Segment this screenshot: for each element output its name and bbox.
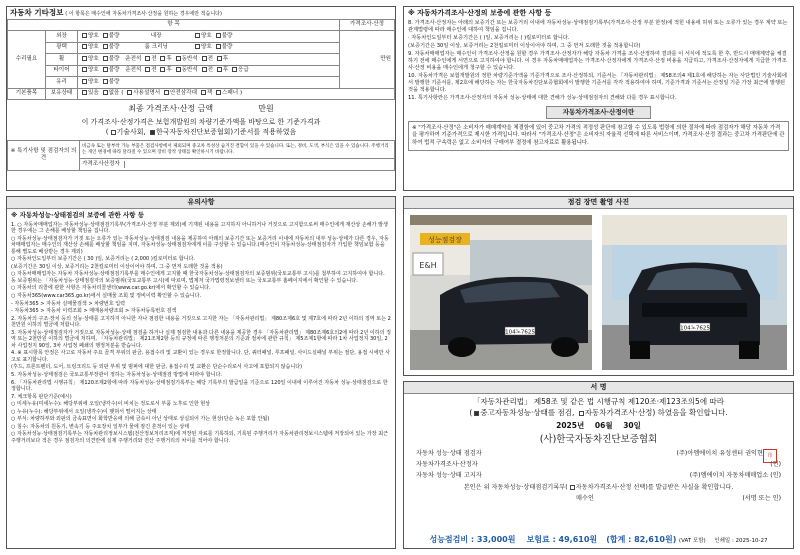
section-title: 자동차 기타정보 — [10, 8, 64, 17]
photo-sign-eh: E&H — [419, 261, 437, 271]
photo-panel — [403, 196, 794, 376]
notice-item: 6. 「자동차관리법 시행규칙」 제120조제2항에 따라 자동차성능·상태점검기록부는 해당 기록부의 발급일을 기준으로 120일 이내에 이루어진 자동차 성능·상태점검으로 한정합니다. — [11, 379, 388, 393]
notice-item: 3. 자동차성능·상태점검자가 거짓으로 자동차성능·상태 점검을 하거나 실제 점검한 내용과 다른 내용을 제공한 경우 「자동차관리법」 제80조제6호의2에 따라 2년 이하의 징역 또는 2천만원 이하의 벌금에 처하며, 「자동차관리법」 제21조제2항 등의 규정에 따른 행정처분의 기준과 절차에 관한 규칙」 제5조제1항에 따라 1차 사업정지 30일, 2차 사업정지 90일, 3차 사업정 폐쇄의 행정처분을 받습니다. — [11, 329, 391, 349]
photo-plate-text: 104노7625 — [505, 329, 535, 336]
price-guarantee-panel — [403, 6, 794, 191]
col-price: 가격조사·산정 — [340, 19, 395, 31]
notice-items — [11, 222, 391, 445]
notice-item: ○ 자동차의 리콜에 관한 사항은 자동차리콜센터(www.car.go.kr)에서 확인할 수 있습니다. — [11, 285, 211, 292]
signature-panel: 서 명 「자동차관리법」 제58조 및 같은 법 시행규칙 제120조·제123조의5에 따라 ( 중고자동차성능·상태를 점검, 자동차가격조사·산정) 하였음을 확인합니다. 2025년 06월 30일 (사)한국자동차진단보증협회 자동차 성능·상태 점검자 (주)아엠에이치 유성센터 권익현 자동차가격조사·산정자 (인) 자동차 성능·상태 고지자 (주)엠에이치 자동차매매업소 (인) 본인은 위 자동차성능·상태점검기록부( 자동차가격조사·산정 선택)를 발급받은 사실을 확인합니다. 매수인 (서명 또는 인) 印 성능점검비 : 33,000원 보험료 : 49,610원 (합계 : 82,610원) (VAT 포함) 인쇄일 : 2025-10-27 — [403, 381, 794, 549]
notice-item: ○ 미세누유(미세누수): 해당부위에 오일(냉각수)이 비치는 정도로서 부품 노후로 인한 현상 — [11, 401, 211, 408]
confirm-line: 본인은 위 자동차성능·상태점검기록부( 자동차가격조사·산정 선택)를 발급받은 사실을 확인합니다. — [463, 484, 734, 492]
price-guarantee-title: ※ 자동차가격조사·산정의 보증에 관한 사항 등 — [408, 9, 552, 17]
notice-item: (보증기간은 30일 이상, 보증거리는 2천킬로미터 이상이어야 하며, 그 중 먼저 도래한 것을 적용) — [11, 263, 223, 270]
notice-item: - 자동차365 > 자동차 실매물검색 > 차량번호 입력 — [11, 300, 126, 307]
opinion-table: ※ 특기사항 및 점검자의 의견 비금속 또는 탈부착 가능 부품은 점검사항에서 제외되며 중고차 특성상 숨겨진 결함이 있을 수 있습니다. 또는, 정비, 도색, 부식은 있을 수 있습니다. 주행거리는 개인 변경에 따라 달라질 수 있으며 장비 장착 상태를 확인하시기 바랍니다. 가격조사산정자 — [7, 140, 395, 171]
notice-item: 4. ※ 표시항목 안정은 사고로 자동차 주요 골격 부위의 판금, 용접수리 및 교환이 있는 경우로 한정합니다. 단, 쿼터패널, 루프패널, 사이드실패널 부위는 절단, 용접 시에만 사고로 표기합니다. — [11, 350, 390, 363]
repair-label: 수리필요 — [8, 31, 46, 89]
photo-sign-text: 성능점검장 — [428, 236, 462, 245]
guarantee-item: 10. 자동차가격은 보험개발원의 정한 차량기준가액을 기준가격으로 조사·산정하되, 기준서는 「자동차관리법」 제58조의4 제1호에 해당하는 자는 사단법인 기술사회에서 발행한 기준서를, 제2호에 해당하는 자는 한국자동차진단보증협회에서 발행한 기준서를 각각 적용하여야 하며, 기준가격과 기준서는 산정일 기준 가장 최근에 발행된 것을 적용합니다. — [408, 73, 787, 94]
notice-item: ○ 자동차인도일부터 보증기간은 ( 30 )일, 보증거리는 ( 2,000 )킬로미터로 합니다. — [11, 256, 196, 263]
notice-item: 2. 자동차의 구조·장치 등의 성능·상태를 고지하지 아니한 자나 점검한 내용을 거짓으로 고지한 자는 「자동차관리법」 제80조제6호 및 제7호에 따라 2년 이하의 징역 또는 2천만원 이하의 벌금에 처합니다. — [11, 315, 391, 329]
basic-label: 기본품목 — [8, 88, 46, 100]
inspection-photo-front-left — [410, 215, 592, 370]
guarantee-item: 11. 특기사항란은 가격조사·산정자의 자동차 성능·상태에 대한 견해가 성능·상태점검자의 견해와 다를 경우 표시합니다. — [408, 95, 677, 102]
notice-item: (후드, 프론트펜더, 도어, 트렁크리드 등 외판 부위 및 범퍼에 대한 판금, 용접수리 및 교환은 단순수리로서 사고에 포함되지 않습니다) — [11, 364, 303, 371]
notice-title: ※ 자동차성능·상태점검의 보증에 관한 사항 등 — [11, 211, 145, 220]
opinion-label: ※ 특기사항 및 점검자의 의견 — [8, 140, 80, 170]
col-item: 항 목 — [8, 19, 340, 31]
notice-item: 5. 자동차성능·상태점검은 국토교통부장관이 정하는 자동차성능·상태점검 방법에 따라야 합니다. — [11, 372, 222, 379]
sign-date: 2025년 06월 30일 — [556, 420, 641, 430]
notice-item: ○ 누유(누수): 해당부위에서 오일(냉각수)이 맺혀서 떨어지는 상태 — [11, 408, 157, 415]
photo-plate-text-2: 104노7625 — [680, 325, 710, 332]
notice-item: 7. 체크항목 판단기준(예시) — [11, 393, 72, 400]
price-guarantee-items — [408, 20, 789, 102]
guarantee-item: 8. 가격조사·산정자는 아래의 보증기간 또는 보증거리 이내에 자동차성능·상태점검기록부(가격조사·산정 부분 한정)에 적힌 내용에 허위 또는 오류가 있는 경우 계약 또는 관계법령에 따라 매수인에 대하여 책임을 집니다. — [408, 20, 788, 34]
final-price: 최종 가격조사·산정 금액 만원 — [128, 104, 274, 114]
notice-header: 유의사항 — [7, 197, 395, 209]
association-name: (사)한국자동차진단보증협회 — [539, 433, 658, 445]
notice-item: ○ 자동차매매업자는 자동차 자동차성능·상태점검기록부를 매수인에게 고지할 때 한국자동차성능·상태점검자의 보증범위(국토교통부 고시)를 첨부하여 고지하여야 합니다. 동 보증범위는 「자동차성능·상태점검자의 보증범위(국토교통부 고시)에 따르며, 법제처 국가법령정보센터 또는 국토교통부 홈페이지에서 확인할 수 있습니다. — [11, 271, 385, 284]
basis-line2: ( 기술사회, 한국자동차진단보증협회)기준서를 적용하였음 — [105, 127, 297, 136]
sign-line1: 「자동차관리법」 제58조 및 같은 법 시행규칙 제120조·제123조의5에 따라 — [473, 397, 724, 407]
notice-item: ○ 침수: 자동차의 원동기, 변속기 등 주요장치 일부가 물에 잠긴 흔적이 있는 상태 — [11, 423, 190, 430]
notice-item: ○ 자동차성능·상태점검기록부는 자동차관리정보시스템(전산정보처리조직)에 저장된 자료를 기록하되, 기록된 주행거리가 자동차관리정보시스템에 저장되어 있는 가장 최근 주행거리보다 적은 경우 점검자의 의견란에 실제 주행거리와 전산 주행거리의 차이를 적어야 합니다. — [11, 431, 388, 444]
price-cell: 만원 — [340, 31, 395, 89]
notice-panel — [6, 196, 396, 549]
red-seal-stamp: 印 — [763, 449, 777, 463]
notice-item: - 자동차365 > 자동차 이력조회 > 매매용차량조회 > 자동차등록번호 검색 — [11, 308, 177, 315]
notice-item: ○ 자동차성능·상태점검자가 거짓 또는 오류가 있는 자동차성능·상태점검 내용을 제공하여 아래의 보증기간 또는 보증거리 이내에 자동차의 내부 성능·상태가 다른 경우, 자동차매매업자는 매수인의 재산상 손해를 배상할 책임을 지며, 자동차성능·상태점검자에게 이를 구상할 수 있습니다.(매수인이 자동차성능·상태점검자가 가입한 책임보험 등을 통해 별도로 배상받는 경우 제외) — [11, 235, 389, 255]
vehicle-other-info — [6, 6, 396, 191]
basis-line1: 이 가격조사·산정가격은 보험개발원의 차량기준가액을 바탕으로 한 기준가격과 — [81, 117, 321, 126]
notice-item: ○ 부식: 차량하부와 외판의 금속표면이 화학반응에 의해 금속이 아닌 상태로 상실되어 가는 현상(단순 녹은 포함 안됨) — [11, 416, 270, 423]
fee-line: 성능점검비 : 33,000원 보험료 : 49,610원 (합계 : 82,610원) (VAT 포함) 인쇄일 : 2025-10-27 — [429, 534, 768, 544]
guarantee-item: · 자동차인도일부터 보증기간은 ( )일, 보증거리는 ( )킬로미터로 합니다. — [408, 35, 570, 42]
definition-title: 자동차가격조사·산정이란 — [546, 106, 652, 118]
notice-item: 1. ○ 자동차매매업자는 자동차성능·상태점검기록부(가격조사·산정 부분 제외)에 기재된 내용을 고지하지 아니하거나 거짓으로 고지함으로써 매수인에게 재산상 손해가 발생한 경우에는 그 손해를 배상할 책임을 집니다. — [11, 221, 388, 235]
signature-header: 서 명 — [404, 382, 793, 394]
inspection-photo-front — [602, 215, 787, 370]
opinion-text: 비금속 또는 탈부착 가능 부품은 점검사항에서 제외되며 중고차 특성상 숨겨진 결함이 있을 수 있습니다. 또는, 정비, 도색, 부식은 있을 수 있습니다. 주행거리는 개인 변경에 따라 달라질 수 있으며 장비 장착 상태를 확인하시기 바랍니다. — [80, 140, 395, 158]
notice-item: ○ 자동차365(www.car365.go.kr)에서 실매물 조회 및 정비이력 확인할 수 있습니다. — [11, 293, 202, 299]
sign-line2: ( 중고자동차성능·상태를 점검, 자동차가격조사·산정) 하였음을 확인합니다. — [469, 407, 728, 417]
guarantee-item: 9. 자동차매매업자는 매수인이 가격조사·산정을 원할 경우 가격조사·산정자가 해당 자동차 가격을 조사·산정하여 결과를 이 서식에 적도록 한 후, 반드시 매매계약을 체결하기 전에 매수인에게 서면으로 고지하여야 합니다. 이 경우 자동차매매업자는 가격조사·산정자에게 가격조사·산정 비용을 지급하고, 가격조사·산정자에게 지급한 가격조사·산정 비용을 매수인에게 청구할 수 있습니다. — [408, 51, 787, 72]
photo-header: 점검 장면 촬영 사진 — [404, 197, 793, 209]
condition-table: 항 목 가격조사·산정 수리필요 외장 양호 불량 내장 양호 불량 만원 광택 양호 불량 룸 크리닝 양호 불량 휠 양호 불량 운전석 전 후 동반석 전 후 타이어 양호 불량 운전석 전 후 동반석 전 후 응급 유리 양호 불량 기본품목 보유상태 있음 없음 ( 사용설명서 안전삼각대 잭 스패너 ) — [7, 19, 395, 101]
definition-text: ※ "가격조사·산정"은 소비자가 매매계약을 체결함에 있어 중고차 가격의 적정성 판단에 참고할 수 있도록 법령에 의한 절차에 따라 점검자가 해당 자동차 가격을 평가하여 기준가격으로 제시한 가격입니다. 따라서 "가격조사·산정"은 소비자의 자율적 선택에 따른 서비스이며, 가격조사·산정 결과는 중고차 가격판단에 관하여 법적 구속력은 없고 소비자의 구매여부 결정에 참고자료로 활용됩니다. — [408, 121, 789, 152]
guarantee-item: (보증기간은 30일 이상, 보증거리는 2천킬로미터 이상이어야 하며, 그 중 먼저 도래한 것을 적용합니다) — [408, 43, 641, 50]
section-note: ( 이 항목은 매수인에 자동차가격조사·산정을 원하는 경우에만 적습니다) — [65, 11, 222, 17]
